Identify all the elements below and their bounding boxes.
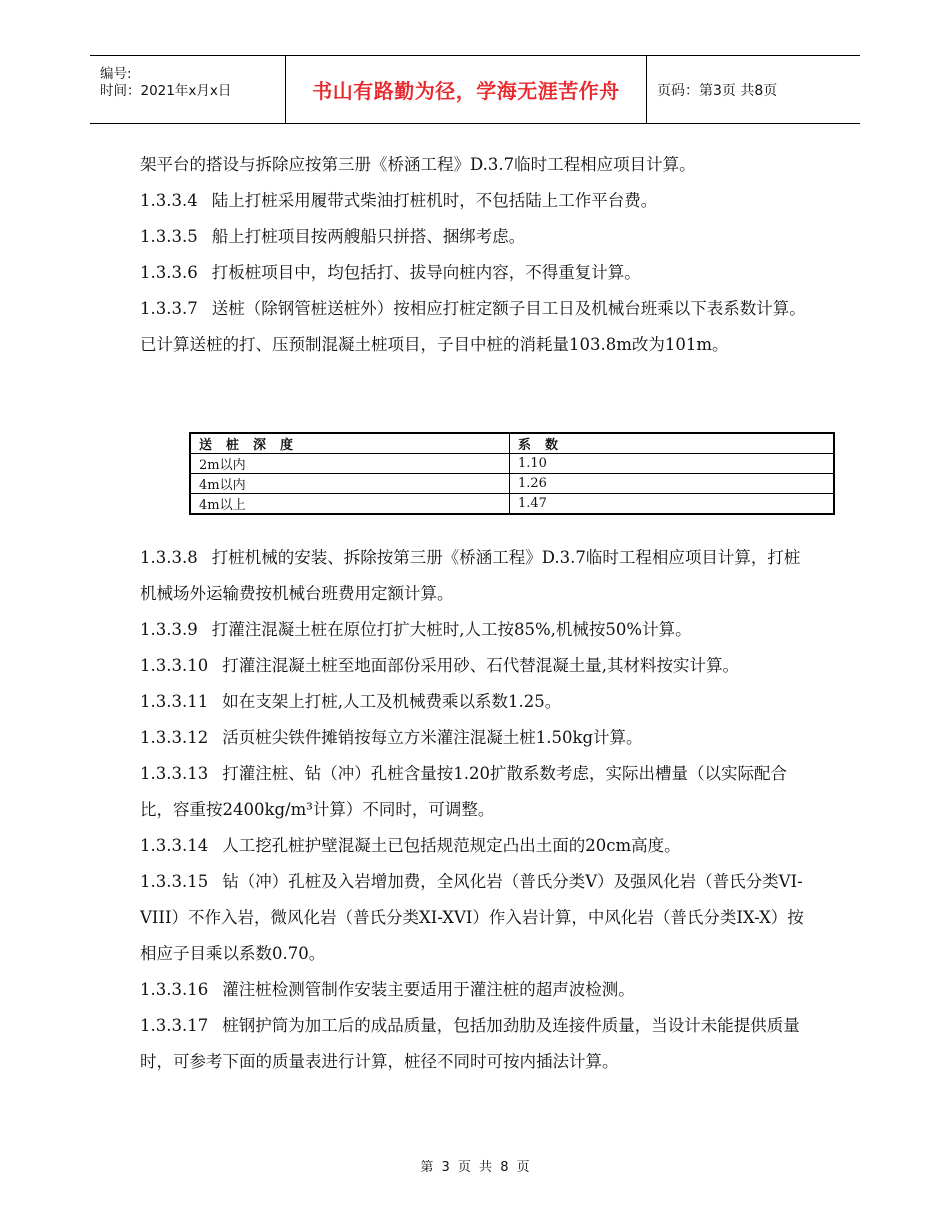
- clause-text: 如在支架上打桩,人工及机械费乘以系数1.25。: [222, 692, 562, 711]
- table-row: [190, 454, 834, 474]
- table-cell-depth: 4m以内: [190, 474, 510, 494]
- clause-text: 架平台的搭设与拆除应按第三册《桥涵工程》D.3.7临时工程相应项目计算。: [140, 155, 696, 174]
- clause-number: 1.3.3.9: [140, 620, 198, 639]
- page-header: [90, 55, 860, 124]
- clause-number: 1.3.3.15: [140, 872, 209, 891]
- table-cell-depth: 2m以内: [190, 454, 510, 474]
- table-header-row: [190, 433, 834, 454]
- page-footer: 第 3 页 共 8 页: [420, 1160, 530, 1175]
- clause-text: 人工挖孔桩护壁混凝土已包括规范规定凸出土面的20cm高度。: [222, 836, 681, 855]
- table-cell-depth: 4m以上: [190, 494, 510, 515]
- paragraph: [140, 255, 815, 291]
- clause-number: 1.3.3.14: [140, 836, 209, 855]
- paragraph: [140, 648, 815, 684]
- pile-coefficient-table: [189, 432, 835, 515]
- header-time-label: 时间：2021年x月x日: [100, 83, 232, 99]
- clause-number: 1.3.3.11: [140, 692, 209, 711]
- table-cell-coefficient: 1.10: [510, 454, 835, 474]
- paragraph: [140, 864, 815, 972]
- table-header-coefficient: 系数: [510, 433, 835, 454]
- clause-text: 打桩机械的安装、拆除按第三册《桥涵工程》D.3.7临时工程相应项目计算，打桩机械场外运输费按机械台班费用定额计算。: [140, 548, 801, 603]
- clause-text: 陆上打桩采用履带式柴油打桩机时，不包括陆上工作平台费。: [211, 191, 658, 210]
- clause-text: 钻（冲）孔桩及入岩增加费，全风化岩（普氏分类V）及强风化岩（普氏分类VI-VIII）不作入岩，微风化岩（普氏分类XI-XVI）作入岩计算，中风化岩（普氏分类IX-X）按相应子目乘以系数0.70。: [140, 872, 804, 963]
- document-body-bottom: [140, 540, 815, 1080]
- clause-number: 1.3.3.4: [140, 191, 198, 210]
- clause-number: 1.3.3.13: [140, 764, 209, 783]
- clause-number: 1.3.3.17: [140, 1016, 209, 1035]
- paragraph: [140, 612, 815, 648]
- clause-number: 1.3.3.10: [140, 656, 209, 675]
- document-body-top: [140, 147, 815, 363]
- clause-number: 1.3.3.12: [140, 728, 209, 747]
- paragraph: [140, 720, 815, 756]
- table-cell-coefficient: 1.47: [510, 494, 835, 515]
- header-motto-cell: [286, 56, 647, 123]
- clause-text: 活页桩尖铁件摊销按每立方米灌注混凝土桩1.50kg计算。: [222, 728, 643, 747]
- clause-text: 桩钢护筒为加工后的成品质量，包括加劲肋及连接件质量，当设计未能提供质量时，可参考下面的质量表进行计算，桩径不同时可按内插法计算。: [140, 1016, 800, 1071]
- clause-number: 1.3.3.6: [140, 263, 198, 282]
- clause-number: 1.3.3.16: [140, 980, 209, 999]
- clause-text: 打灌注桩、钻（冲）孔桩含量按1.20扩散系数考虑，实际出槽量（以实际配合比，容重按2400kg/m³计算）不同时，可调整。: [140, 764, 787, 819]
- header-number-label: 编号:: [100, 66, 132, 82]
- paragraph: [140, 540, 815, 612]
- paragraph: [140, 183, 815, 219]
- paragraph: [140, 972, 815, 1008]
- clause-number: 1.3.3.7: [140, 299, 198, 318]
- clause-text: 打板桩项目中，均包括打、拔导向桩内容，不得重复计算。: [211, 263, 641, 282]
- table-row: [190, 494, 834, 515]
- clause-text: 打灌注混凝土桩至地面部份采用砂、石代替混凝土量,其材料按实计算。: [222, 656, 739, 675]
- paragraph: [140, 1008, 815, 1080]
- paragraph: [140, 147, 815, 183]
- clause-text: 送桩（除钢管桩送桩外）按相应打桩定额子目工日及机械台班乘以下表系数计算。已计算送桩的打、压预制混凝土桩项目，子目中桩的消耗量103.8m改为101m。: [140, 299, 806, 354]
- clause-number: 1.3.3.8: [140, 548, 198, 567]
- clause-number: 1.3.3.5: [140, 227, 198, 246]
- paragraph: [140, 219, 815, 255]
- clause-text: 打灌注混凝土桩在原位打扩大桩时,人工按85%,机械按50%计算。: [211, 620, 692, 639]
- clause-text: 船上打桩项目按两艘船只拼搭、捆绑考虑。: [211, 227, 526, 246]
- paragraph: [140, 756, 815, 828]
- table-row: [190, 474, 834, 494]
- table-header-depth: 送桩深度: [190, 433, 510, 454]
- table-cell-coefficient: 1.26: [510, 474, 835, 494]
- header-page-info: 页码：第3页 共8页: [657, 82, 778, 99]
- header-meta: [90, 56, 286, 123]
- header-motto: 书山有路勤为径，学海无涯苦作舟: [312, 79, 620, 103]
- clause-text: 灌注桩检测管制作安装主要适用于灌注桩的超声波检测。: [222, 980, 635, 999]
- paragraph: [140, 291, 815, 363]
- paragraph: [140, 684, 815, 720]
- paragraph: [140, 828, 815, 864]
